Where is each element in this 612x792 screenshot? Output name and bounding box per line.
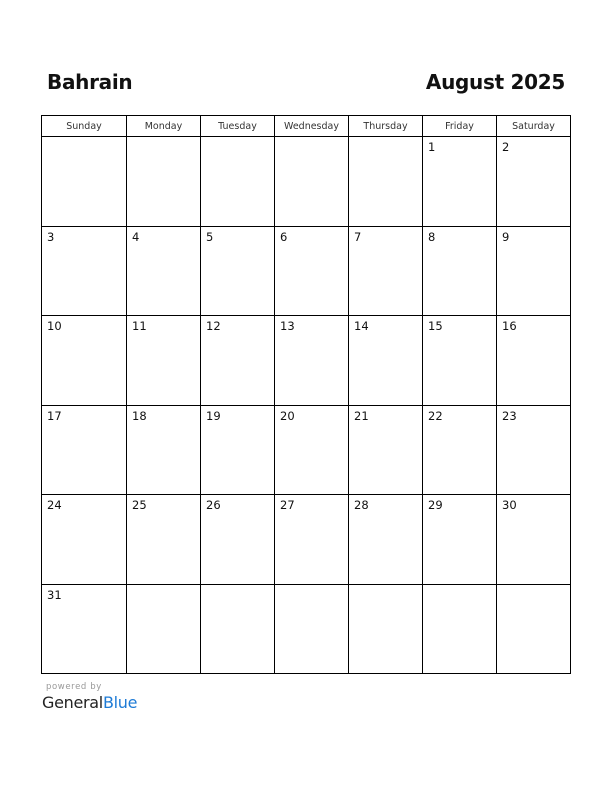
day-number: [275, 137, 348, 140]
weekday-monday: Monday: [127, 116, 201, 137]
country-title: Bahrain: [47, 70, 133, 94]
day-cell: [42, 316, 127, 406]
week-row: [42, 226, 571, 316]
day-number: [423, 585, 496, 588]
day-number: 28: [354, 498, 369, 512]
day-cell: [201, 316, 275, 406]
day-cell: [275, 584, 349, 674]
week-row: [42, 405, 571, 495]
day-number: 29: [428, 498, 443, 512]
day-cell: [497, 316, 571, 406]
weekday-saturday: Saturday: [497, 116, 571, 137]
weekday-friday: Friday: [423, 116, 497, 137]
day-number: [349, 137, 422, 140]
day-number: 15: [428, 319, 443, 333]
day-cell: [349, 226, 423, 316]
day-number: 8: [428, 229, 436, 244]
day-number: 30: [502, 498, 517, 512]
day-cell: [423, 226, 497, 316]
day-cell: [127, 495, 201, 585]
weekday-thursday: Thursday: [349, 116, 423, 137]
day-cell: [201, 137, 275, 227]
day-number: 27: [280, 498, 295, 512]
day-cell: [201, 226, 275, 316]
day-number: [201, 585, 274, 588]
weekday-sunday: Sunday: [42, 116, 127, 137]
brand-blue-text: Blue: [102, 693, 138, 712]
day-number: 19: [206, 408, 221, 423]
weekday-header-row: [42, 116, 571, 137]
day-cell: [201, 495, 275, 585]
day-cell: [42, 405, 127, 495]
day-number: 9: [502, 229, 510, 244]
day-number: [201, 137, 274, 140]
day-cell: [349, 137, 423, 227]
brand-general-text: General: [42, 693, 103, 712]
week-row: [42, 584, 571, 674]
powered-by-label: powered by: [46, 682, 102, 692]
day-cell: [42, 495, 127, 585]
day-cell: [127, 584, 201, 674]
day-number: 14: [354, 319, 369, 333]
day-number: 24: [47, 498, 62, 512]
day-number: 16: [502, 319, 517, 333]
day-cell: [127, 137, 201, 227]
day-cell: [497, 495, 571, 585]
month-year-title: August 2025: [425, 70, 565, 94]
day-cell: [497, 226, 571, 316]
day-number: 17: [47, 408, 62, 423]
day-number: 22: [428, 408, 443, 423]
day-number: 7: [354, 229, 362, 244]
day-number: [497, 585, 570, 588]
day-number: 18: [132, 408, 147, 423]
day-cell: [127, 405, 201, 495]
day-cell: [201, 584, 275, 674]
weekday-wednesday: Wednesday: [275, 116, 349, 137]
day-number: [127, 585, 200, 588]
day-number: [275, 585, 348, 588]
day-cell: [275, 137, 349, 227]
day-cell: [201, 405, 275, 495]
day-number: 31: [47, 587, 62, 602]
day-number: [42, 137, 126, 140]
day-cell: [42, 226, 127, 316]
day-cell: [497, 137, 571, 227]
weekday-tuesday: Tuesday: [201, 116, 275, 137]
calendar-grid: [41, 115, 571, 674]
day-cell: [42, 584, 127, 674]
day-number: 1: [428, 140, 436, 154]
day-number: 3: [47, 229, 55, 244]
day-number: 20: [280, 408, 295, 423]
day-number: 6: [280, 229, 288, 244]
day-cell: [497, 405, 571, 495]
week-row: [42, 495, 571, 585]
day-cell: [423, 316, 497, 406]
day-number: [127, 137, 200, 140]
day-cell: [127, 226, 201, 316]
day-number: 4: [132, 229, 140, 244]
day-cell: [42, 137, 127, 227]
day-cell: [275, 226, 349, 316]
day-number: 2: [502, 140, 510, 154]
day-number: 25: [132, 498, 147, 512]
day-cell: [423, 584, 497, 674]
day-number: [349, 585, 422, 588]
day-cell: [275, 405, 349, 495]
day-cell: [423, 137, 497, 227]
day-cell: [127, 316, 201, 406]
day-number: 26: [206, 498, 221, 512]
day-number: 23: [502, 408, 517, 423]
generalblue-logo[interactable]: [42, 693, 137, 712]
day-cell: [423, 495, 497, 585]
day-number: 12: [206, 319, 221, 333]
day-number: 5: [206, 229, 214, 244]
week-row: [42, 316, 571, 406]
day-cell: [349, 405, 423, 495]
day-cell: [349, 584, 423, 674]
day-number: 10: [47, 319, 62, 333]
day-cell: [349, 495, 423, 585]
day-cell: [275, 495, 349, 585]
day-cell: [349, 316, 423, 406]
day-cell: [497, 584, 571, 674]
day-number: 21: [354, 408, 369, 423]
week-row: [42, 137, 571, 227]
day-cell: [423, 405, 497, 495]
day-number: 11: [132, 319, 147, 333]
day-cell: [275, 316, 349, 406]
day-number: 13: [280, 319, 295, 333]
